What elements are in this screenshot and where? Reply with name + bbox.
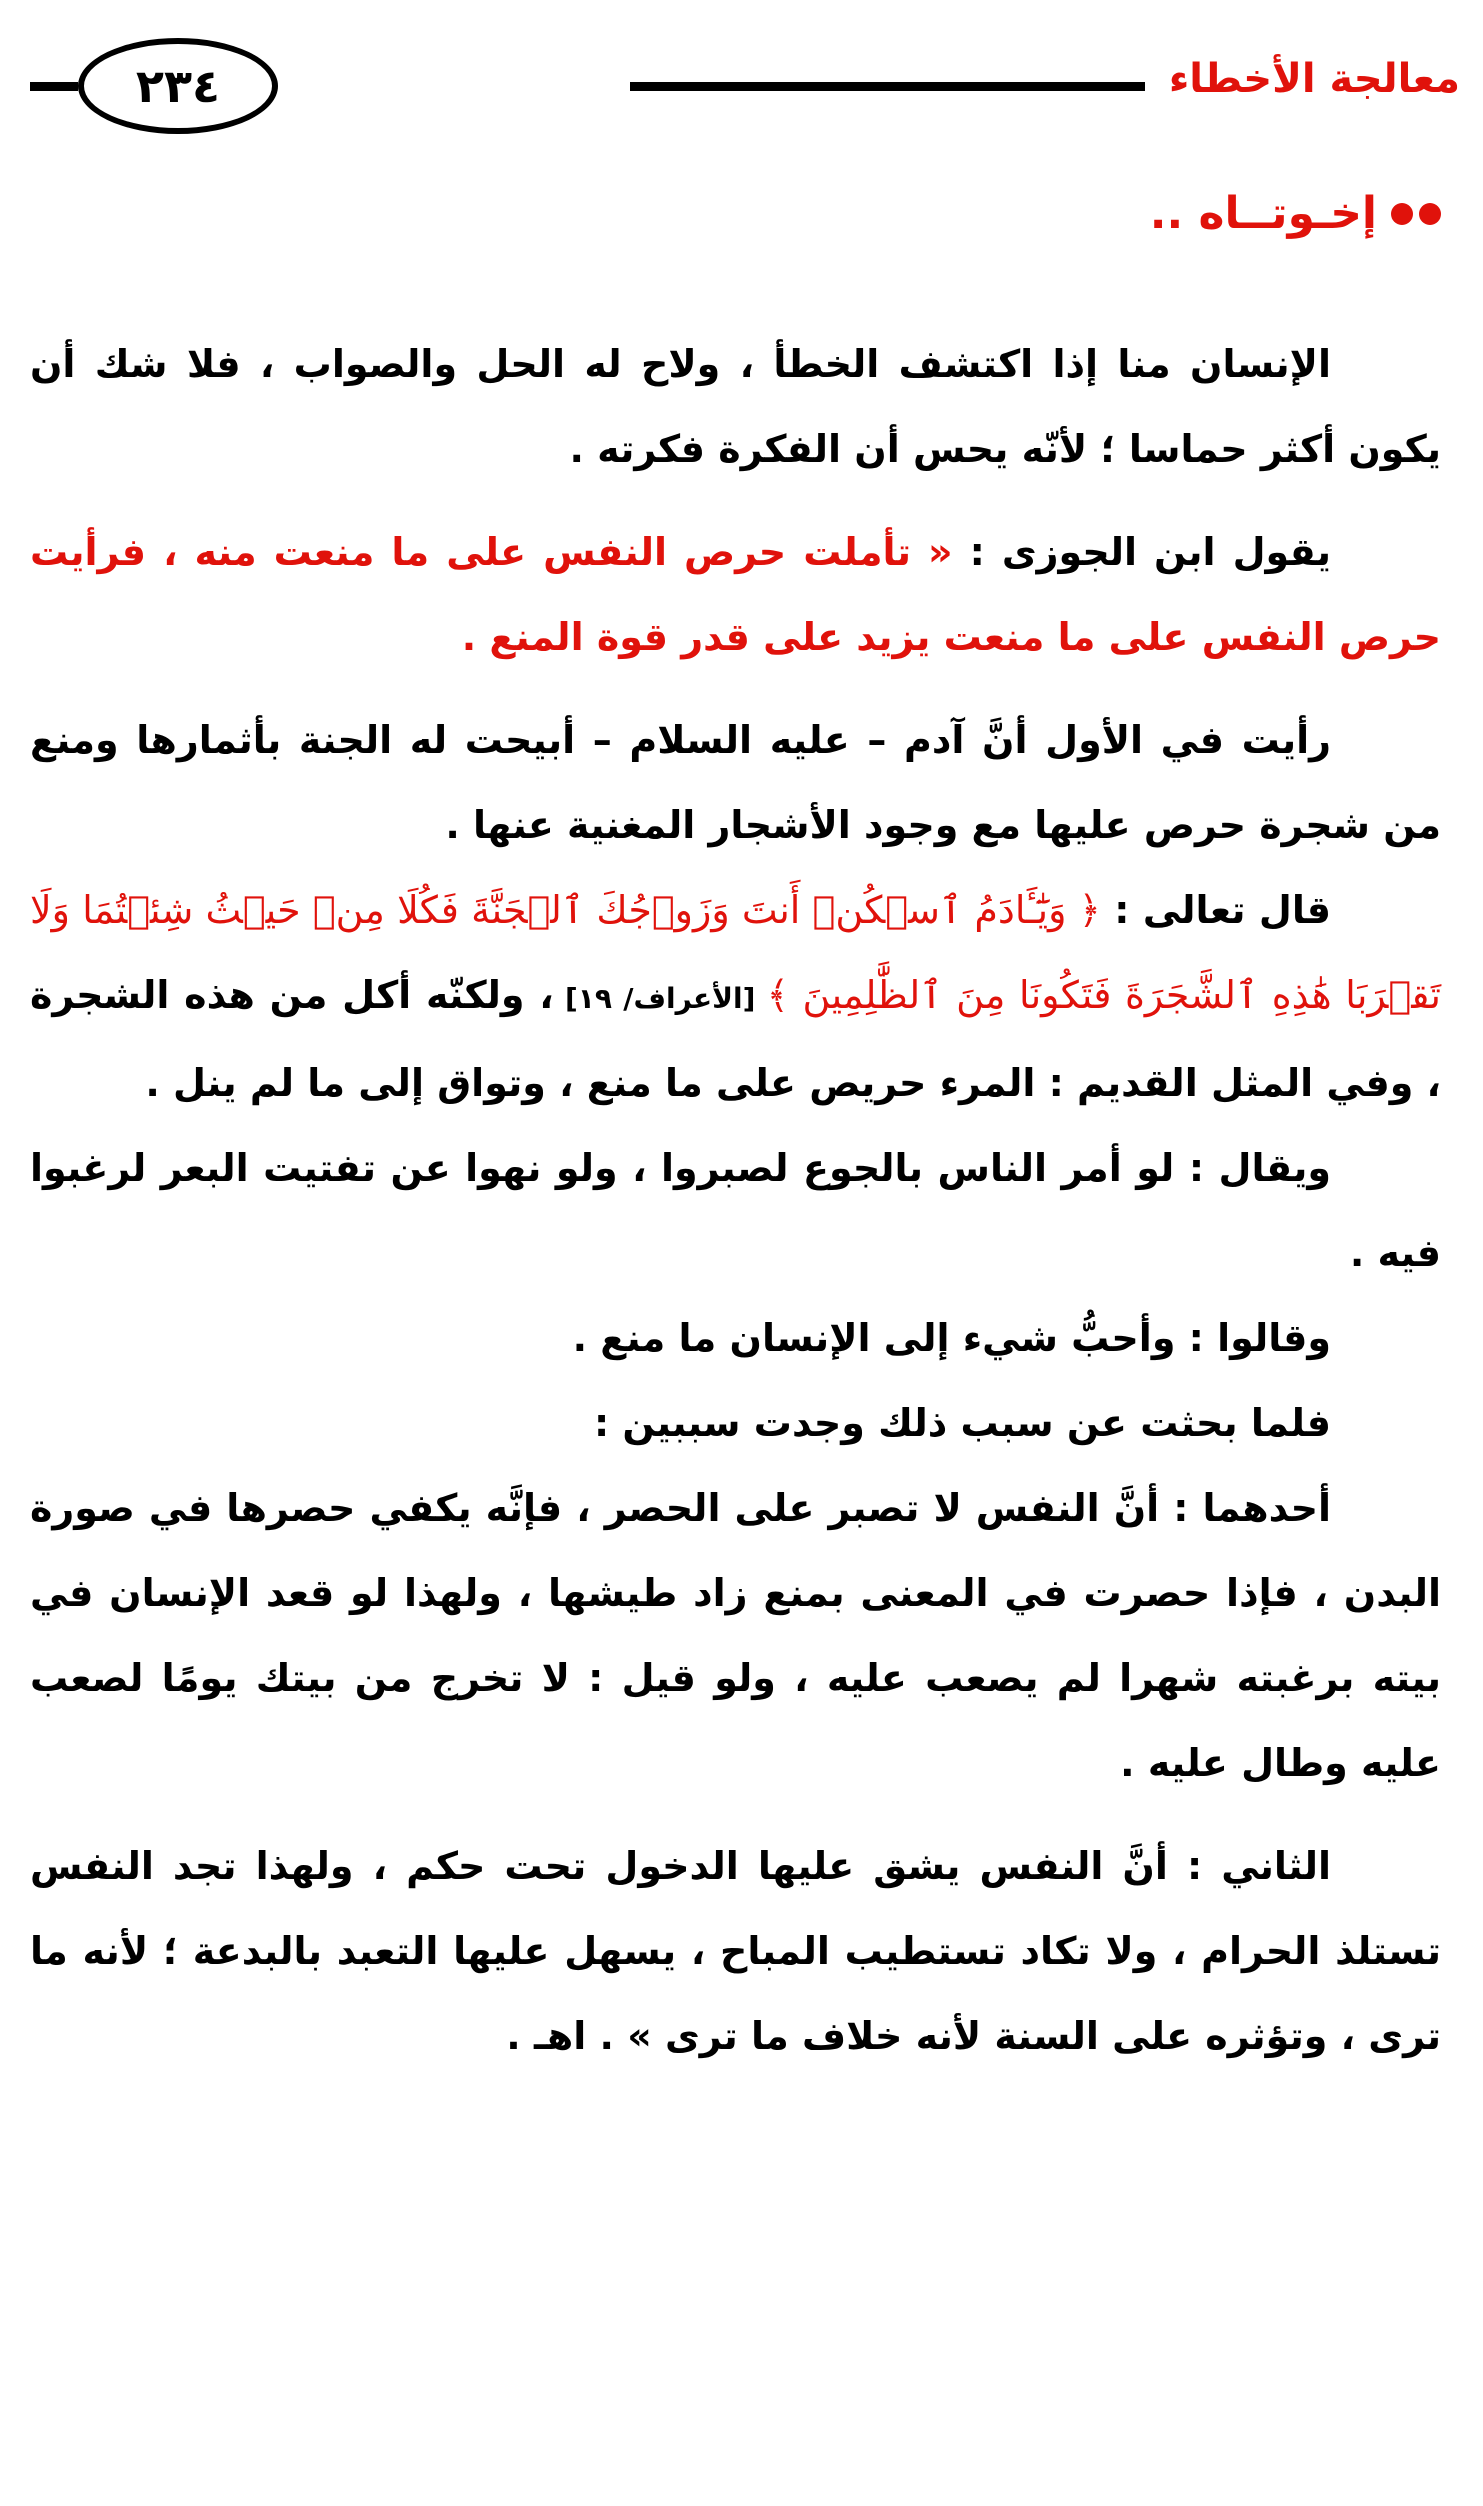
header-rule-left [30, 82, 78, 91]
verse-reference: [الأعراف/ ١٩] [553, 982, 767, 1015]
paragraph-4-lead: قال تعالى : [1100, 888, 1332, 932]
page-number: ٢٣٤ [78, 38, 278, 134]
paragraph-8: أحدهما : أنَّ النفس لا تصبر على الحصر ، فإنَّه يكفي حصرها في صورة البدن ، فإذا حصرت في المعنى بمنع زاد طيشها ، ولهذا لو قعد الإنسان في بيته برغبته شهرا لم يصعب عليه ، ولو قيل : لا تخرج من بيتك يومًا لصعب عليه وطال عليه . [30, 1486, 1441, 1785]
paragraph-4 [30, 868, 1441, 1126]
paragraph-6: وقالوا : وأحبُّ شيء إلى الإنسان ما منع . [572, 1316, 1331, 1360]
paragraph-9: الثاني : أنَّ النفس يشق عليها الدخول تحت حكم ، ولهذا تجد النفس تستلذ الحرام ، ولا تكاد تستطيب المباح ، يسهل عليها التعبد بالبدعة ؛ لأنه ما ترى ، وتؤثره على السنة لأنه خلاف ما ترى » . اهـ . [30, 1844, 1441, 2058]
paragraph-2 [30, 510, 1441, 680]
section-heading-text: إخـوتــاه .. [1149, 188, 1377, 239]
paragraph-2-lead: يقول ابن الجوزى : [952, 530, 1331, 574]
section-heading [1150, 188, 1441, 239]
body-text [30, 322, 1441, 2079]
paragraph-7: فلما بحثت عن سبب ذلك وجدت سببين : [594, 1401, 1331, 1445]
heading-bullet-icon [1391, 203, 1441, 225]
paragraph-5: ويقال : لو أمر الناس بالجوع لصبروا ، ولو نهوا عن تفتيت البعر لرغبوا فيه . [30, 1146, 1441, 1275]
paragraph-4-rest: ، ولكنّه أكل من هذه الشجرة ، وفي المثل القديم : المرء حريص على ما منع ، وتواق إلى ما لم ينل . [30, 973, 1441, 1105]
paragraph-3: رأيت في الأول أنَّ آدم – عليه السلام – أبيحت له الجنة بأثمارها ومنع من شجرة حرص عليها مع وجود الأشجار المغنية عنها . [30, 718, 1441, 847]
chapter-title: معالجة الأخطاء [1168, 56, 1460, 102]
header-rule-right [630, 82, 1145, 91]
quran-verse: ﴿ وَيَٰٓـَٔادَمُ ٱسۡكُنۡ أَنتَ وَزَوۡجُكَ ٱلۡجَنَّةَ فَكُلَا مِنۡ حَيۡثُ شِئۡتُمَا وَلَا تَقۡرَبَا هَٰذِهِ ٱلشَّجَرَةَ فَتَكُونَا مِنَ ٱلظَّٰلِمِينَ ﴾ [30, 888, 1442, 1017]
page-header [20, 38, 1460, 138]
ibn-jawzi-quote: « تأملت حرص النفس على ما منعت منه ، فرأيت حرص النفس على ما منعت يزيد على قدر قوة المنع . [30, 530, 1441, 659]
paragraph-1: الإنسان منا إذا اكتشف الخطأ ، ولاح له الحل والصواب ، فلا شك أن يكون أكثر حماسا ؛ لأنّه يحس أن الفكرة فكرته . [30, 342, 1441, 471]
